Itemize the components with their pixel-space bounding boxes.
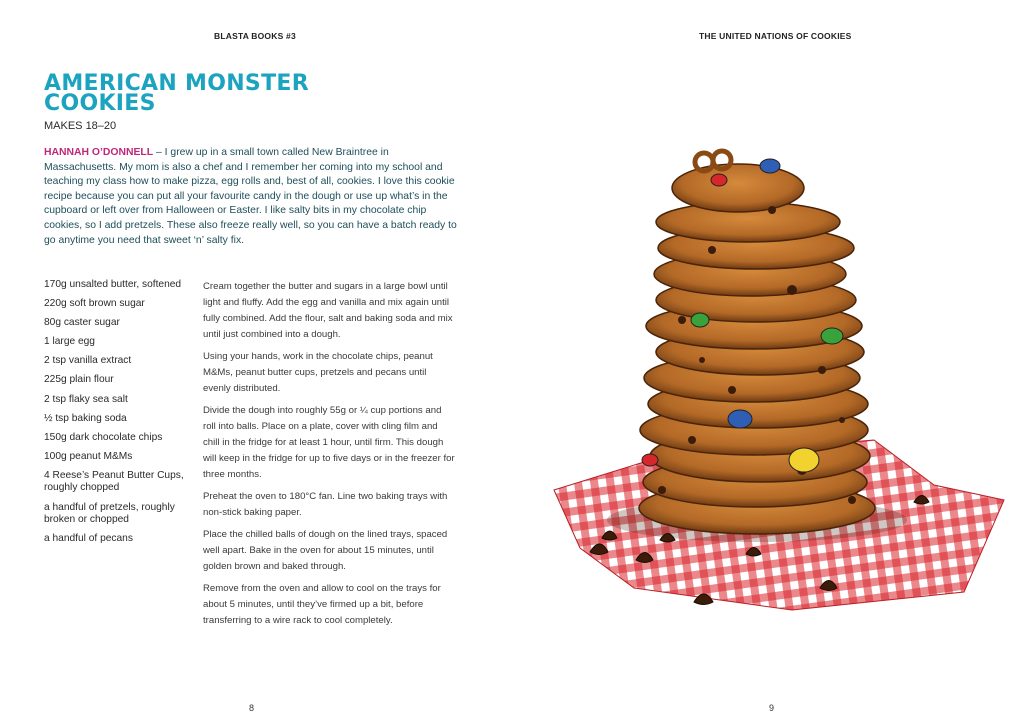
recipe-yield: MAKES 18–20	[44, 120, 117, 132]
intro-author: HANNAH O’DONNELL	[44, 147, 154, 158]
ingredient-item: 150g dark chocolate chips	[44, 431, 163, 443]
ingredient-item: 220g soft brown sugar	[44, 298, 145, 310]
ingredient-item: 2 tsp flaky sea salt	[44, 393, 128, 405]
ingredient-item: ½ tsp baking soda	[44, 412, 127, 424]
running-head-left: BLASTA BOOKS #3	[214, 31, 296, 41]
ingredient-item: 100g peanut M&Ms	[44, 450, 133, 462]
right-page	[512, 0, 1024, 726]
ingredient-item: 80g caster sugar	[44, 317, 120, 329]
pretzel	[695, 151, 731, 171]
intro-text: – I grew up in a small town called New Braintree in Massachusetts. My mom is also a chef and I remember her coming into my school and teaching my class how to make pizza, egg rolls and, best of all, cookies. I love this cookie recipe because you can put all your favourite candy in the dough or use up what’s in the cupboard or left over from Halloween or Easter. I like salty bits in my chocolate chip cookies, so I add pretzels. These also freeze really well, so you can have a batch ready to go anytime you need that sweet ‘n’ salty fix.	[44, 147, 457, 246]
ingredient-item: 170g unsalted butter, softened	[44, 279, 182, 290]
ingredient-item: 4 Reese’s Peanut Butter Cups, roughly chopped	[44, 469, 184, 494]
method-step: Remove from the oven and allow to cool on the trays for about 5 minutes, until they’ve firmed up a bit, before transferring to a wire rack to cool completely.	[203, 583, 441, 626]
method-step: Using your hands, work in the chocolate chips, peanut M&Ms, peanut butter cups, pretzels and pecans until evenly distributed.	[203, 351, 433, 394]
ingredient-item: 1 large egg	[44, 336, 95, 348]
recipe-title-line2: COOKIES	[44, 91, 156, 116]
recipe-title	[44, 71, 309, 116]
method-steps	[203, 279, 455, 635]
intro-paragraph	[44, 146, 460, 248]
method-step: Divide the dough into roughly 55g or ¼ cup portions and roll into balls. Place on a plate, cover with cling film and chill in the fridge for at least 1 hour, until firm. This dough will keep in the fridge for up to five days or in the freezer for three months.	[203, 405, 455, 480]
ingredient-list	[44, 279, 184, 552]
ingredient-item: a handful of pretzels, roughly broken or chopped	[44, 501, 175, 526]
ingredient-item: a handful of pecans	[44, 533, 133, 545]
method-step: Preheat the oven to 180°C fan. Line two baking trays with non-stick baking paper.	[203, 491, 448, 518]
cookie-stack-illustration	[542, 140, 1012, 620]
ingredient-item: 225g plain flour	[44, 374, 114, 386]
ingredient-item: 2 tsp vanilla extract	[44, 355, 132, 367]
running-head-right: THE UNITED NATIONS OF COOKIES	[699, 31, 852, 41]
method-step: Cream together the butter and sugars in a large bowl until light and fluffy. Add the egg and vanilla and mix again until fully combined. Add the flour, salt and baking soda and mix until just combined into a dough.	[203, 281, 453, 340]
cookie-stack	[639, 164, 875, 534]
method-step: Place the chilled balls of dough on the lined trays, spaced well apart. Bake in the oven for about 15 minutes, until golden brown and baked through.	[203, 529, 448, 572]
page-number-right: 9	[769, 703, 775, 713]
recipe-title-line1: AMERICAN MONSTER	[44, 71, 309, 96]
page-number-left: 8	[249, 703, 255, 713]
